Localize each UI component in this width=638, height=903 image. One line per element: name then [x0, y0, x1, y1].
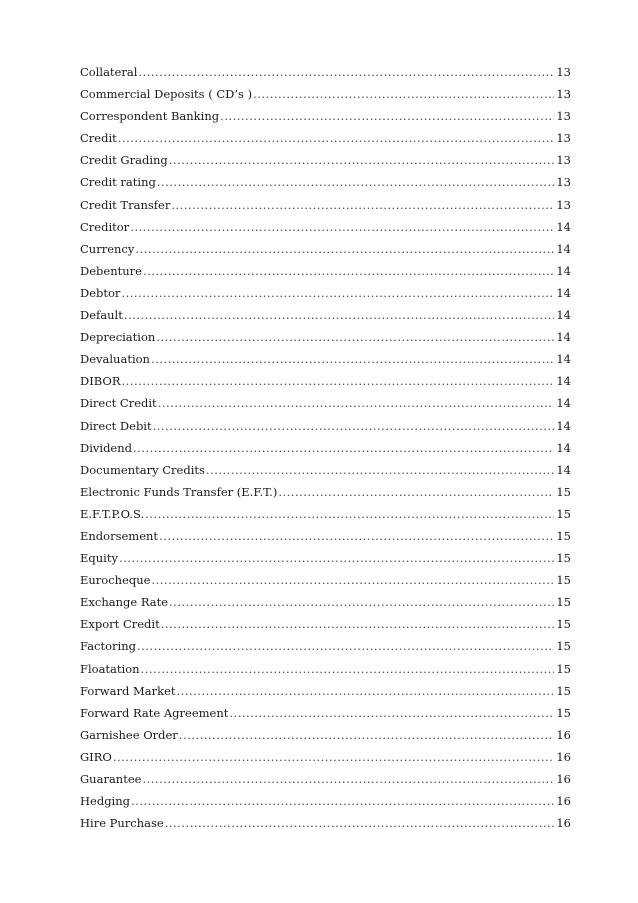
- toc-entry[interactable]: [80, 348, 571, 370]
- toc-leader-dots: [158, 392, 555, 414]
- toc-page-number: 15: [556, 639, 571, 654]
- toc-entry-label: Depreciation: [80, 330, 156, 345]
- toc-entry-label: Debenture: [80, 263, 142, 278]
- toc-page-number: 14: [556, 352, 571, 367]
- toc-leader-dots: [159, 525, 554, 547]
- toc-page-number: 16: [556, 749, 571, 764]
- toc-leader-dots: [142, 768, 554, 790]
- toc-entry[interactable]: [80, 149, 571, 171]
- toc-page-number: 14: [556, 418, 571, 433]
- toc-leader-dots: [133, 437, 554, 459]
- toc-entry-label: E.F.T.P.O.S.: [80, 506, 145, 521]
- toc-page-number: 13: [556, 131, 571, 146]
- toc-entry[interactable]: [80, 569, 571, 591]
- toc-leader-dots: [145, 503, 554, 525]
- toc-page-number: 13: [556, 109, 571, 124]
- toc-leader-dots: [138, 61, 554, 83]
- toc-leader-dots: [161, 613, 555, 635]
- toc-entry[interactable]: [80, 481, 571, 503]
- toc-entry[interactable]: [80, 459, 571, 481]
- toc-leader-dots: [253, 83, 554, 105]
- toc-entry-label: Floatation: [80, 661, 140, 676]
- toc-entry[interactable]: [80, 768, 571, 790]
- toc-page-number: 14: [556, 285, 571, 300]
- toc-entry-label: Forward Rate Agreement: [80, 705, 229, 720]
- toc-page-number: 13: [556, 153, 571, 168]
- toc-entry-label: Collateral: [80, 65, 138, 79]
- toc-leader-dots: [206, 459, 554, 481]
- toc-page-number: 13: [556, 197, 571, 212]
- toc-entry-label: Hire Purchase: [80, 816, 164, 831]
- toc-page-number: 15: [556, 551, 571, 566]
- toc-entry[interactable]: [80, 812, 571, 834]
- toc-page-number: 15: [556, 705, 571, 720]
- toc-page-number: 15: [556, 683, 571, 698]
- toc-leader-dots: [151, 348, 554, 370]
- toc-leader-dots: [135, 238, 554, 260]
- toc-entry[interactable]: [80, 61, 571, 83]
- toc-entry-label: DIBOR: [80, 374, 121, 389]
- toc-entry-label: Garnishee Order: [80, 727, 178, 742]
- toc-entry[interactable]: [80, 525, 571, 547]
- toc-entry[interactable]: [80, 304, 571, 326]
- toc-entry-label: Factoring: [80, 639, 136, 654]
- toc-entry[interactable]: [80, 547, 571, 569]
- toc-page-number: 14: [556, 241, 571, 256]
- toc-entry-label: Eurocheque: [80, 573, 151, 588]
- toc-entry-label: Direct Credit: [80, 396, 157, 411]
- toc-page-number: 14: [556, 462, 571, 477]
- toc-leader-dots: [131, 790, 554, 812]
- toc-page-number: 15: [556, 573, 571, 588]
- toc-entry[interactable]: [80, 194, 571, 216]
- toc-entry-label: Credit rating: [80, 175, 156, 190]
- toc-page-number: 14: [556, 330, 571, 345]
- toc-leader-dots: [143, 260, 554, 282]
- toc-entry[interactable]: [80, 613, 571, 635]
- toc-entry[interactable]: [80, 216, 571, 238]
- toc-entry-label: Credit: [80, 131, 117, 146]
- toc-leader-dots: [229, 702, 554, 724]
- toc-page-number: 14: [556, 396, 571, 411]
- toc-entry-label: Guarantee: [80, 772, 142, 786]
- toc-entry-label: Commercial Deposits ( CD’s ): [80, 87, 253, 102]
- toc-entry[interactable]: [80, 370, 571, 392]
- toc-entry-label: Dividend: [80, 440, 133, 455]
- toc-entry-label: Credit Grading: [80, 153, 168, 168]
- toc-page-number: 16: [556, 794, 571, 809]
- toc-entry[interactable]: [80, 415, 571, 437]
- toc-leader-dots: [169, 591, 554, 613]
- toc-leader-dots: [130, 216, 554, 238]
- toc-entry[interactable]: [80, 171, 571, 193]
- toc-page-number: 14: [556, 440, 571, 455]
- toc-leader-dots: [141, 658, 555, 680]
- toc-entry-label: Forward Market: [80, 683, 176, 698]
- toc-leader-dots: [118, 127, 555, 149]
- toc-page-number: 16: [556, 772, 571, 786]
- toc-page-number: 15: [556, 595, 571, 610]
- toc-entry-label: Documentary Credits: [80, 462, 205, 477]
- toc-entry-label: Credit Transfer: [80, 197, 171, 212]
- toc-page-number: 15: [556, 506, 571, 521]
- toc-entry[interactable]: [80, 724, 571, 746]
- toc-page-number: 14: [556, 308, 571, 323]
- table-of-contents: [80, 61, 571, 834]
- toc-entry[interactable]: [80, 702, 571, 724]
- toc-entry[interactable]: [80, 437, 571, 459]
- toc-leader-dots: [177, 680, 555, 702]
- toc-leader-dots: [165, 812, 555, 834]
- toc-page-number: 16: [556, 727, 571, 742]
- toc-leader-dots: [179, 724, 555, 746]
- toc-entry-label: Endorsement: [80, 528, 159, 543]
- toc-entry-label: Default: [80, 308, 123, 323]
- toc-entry[interactable]: [80, 790, 571, 812]
- toc-page-number: 16: [556, 816, 571, 831]
- toc-entry-label: Debtor: [80, 285, 121, 300]
- toc-entry-label: Creditor: [80, 219, 130, 234]
- toc-leader-dots: [151, 569, 554, 591]
- toc-page-number: 13: [556, 65, 571, 79]
- toc-entry[interactable]: [80, 658, 571, 680]
- toc-entry-label: Direct Debit: [80, 418, 152, 433]
- toc-entry-label: Hedging: [80, 794, 131, 809]
- toc-entry[interactable]: [80, 746, 571, 768]
- toc-entry[interactable]: [80, 680, 571, 702]
- toc-page-number: 15: [556, 661, 571, 676]
- toc-entry[interactable]: [80, 635, 571, 657]
- toc-leader-dots: [278, 481, 554, 503]
- toc-entry-label: Devaluation: [80, 352, 150, 367]
- toc-leader-dots: [156, 326, 554, 348]
- toc-leader-dots: [157, 171, 555, 193]
- toc-leader-dots: [137, 635, 554, 657]
- toc-entry[interactable]: [80, 591, 571, 613]
- toc-leader-dots: [171, 194, 554, 216]
- toc-leader-dots: [121, 282, 554, 304]
- toc-page-number: 13: [556, 175, 571, 190]
- toc-entry-label: Electronic Funds Transfer (E.F.T.): [80, 484, 278, 499]
- toc-leader-dots: [119, 547, 554, 569]
- toc-leader-dots: [122, 370, 555, 392]
- toc-entry[interactable]: [80, 392, 571, 414]
- toc-entry-label: Exchange Rate: [80, 595, 169, 610]
- toc-entry[interactable]: [80, 326, 571, 348]
- toc-leader-dots: [169, 149, 555, 171]
- toc-leader-dots: [220, 105, 554, 127]
- toc-leader-dots: [153, 415, 555, 437]
- toc-entry[interactable]: [80, 83, 571, 105]
- toc-entry[interactable]: [80, 238, 571, 260]
- toc-entry[interactable]: [80, 105, 571, 127]
- toc-page-number: 15: [556, 528, 571, 543]
- toc-leader-dots: [113, 746, 555, 768]
- toc-entry-label: Export Credit: [80, 617, 160, 632]
- toc-entry[interactable]: [80, 260, 571, 282]
- toc-page-number: 14: [556, 374, 571, 389]
- toc-entry-label: Correspondent Banking: [80, 109, 220, 124]
- toc-page-number: 15: [556, 617, 571, 632]
- toc-page-number: 13: [556, 87, 571, 102]
- toc-entry[interactable]: [80, 503, 571, 525]
- toc-page-number: 15: [556, 484, 571, 499]
- toc-page-number: 14: [556, 219, 571, 234]
- toc-leader-dots: [124, 304, 555, 326]
- toc-entry-label: Currency: [80, 241, 135, 256]
- toc-entry-label: GIRO: [80, 749, 112, 764]
- toc-entry[interactable]: [80, 282, 571, 304]
- toc-entry[interactable]: [80, 127, 571, 149]
- toc-entry-label: Equity: [80, 551, 118, 566]
- toc-page-number: 14: [556, 263, 571, 278]
